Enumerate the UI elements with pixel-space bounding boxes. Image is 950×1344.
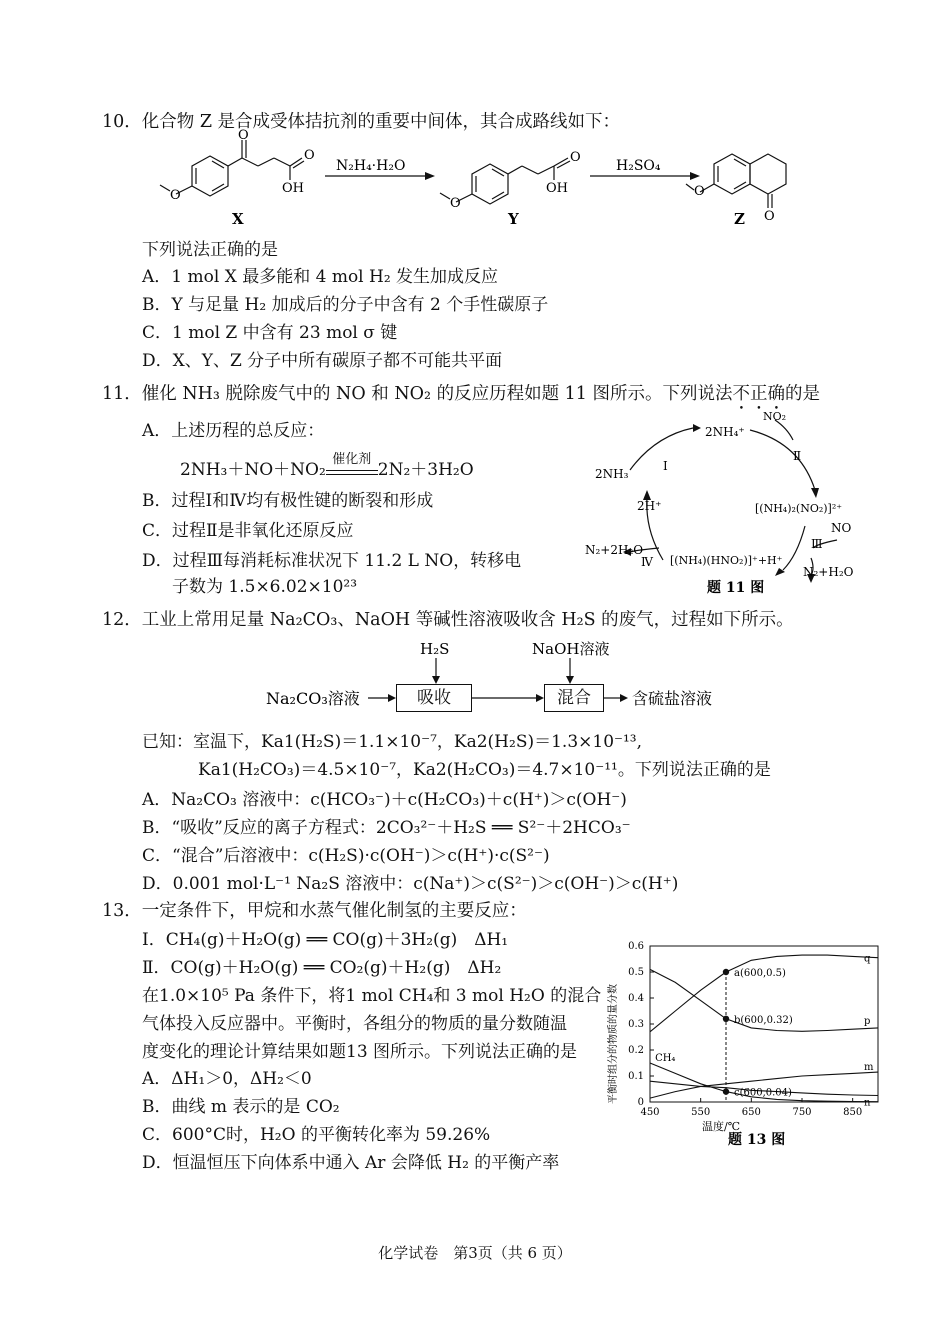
q10-option-b[interactable]: B．Y 与足量 H₂ 加成后的分子中含有 2 个手性碳原子 (142, 295, 549, 315)
q13-option-d[interactable]: D．恒温恒压下向体系中通入 Ar 会降低 H₂ 的平衡产率 (142, 1153, 560, 1173)
point-a (723, 969, 729, 975)
series-label-p: p (864, 1015, 871, 1027)
reagent-h2so4: H₂SO₄ (616, 158, 661, 174)
chart-xlabel: 温度/℃ (702, 1120, 741, 1133)
cycle-2nh4: 2NH₄⁺ (705, 425, 745, 439)
q11-option-d-cont: 子数为 1.5×6.02×10²³ (172, 577, 358, 597)
x-tick-label: 650 (741, 1107, 761, 1118)
q11-cycle-figure (575, 408, 875, 598)
q13-stem: 13．一定条件下，甲烷和水蒸气催化制氢的主要反应： (102, 901, 527, 921)
q12-option-a[interactable]: A．Na₂CO₃ 溶液中：c(HCO₃⁻)＋c(H₂CO₃)＋c(H⁺)＞c(OH⁻) (142, 790, 627, 810)
z-carbonyl-o: O (764, 209, 775, 224)
reagent-n2h4: N₂H₄·H₂O (336, 158, 406, 174)
x-ether-o: O (170, 188, 181, 203)
chart-ylabel: 平衡时组分的物质的量分数 (608, 984, 619, 1104)
x-tick-label: 550 (691, 1107, 711, 1118)
q13-chart (602, 936, 892, 1156)
q11-stem-emphasis: 不正确 (732, 384, 785, 404)
q12-option-d[interactable]: D．0.001 mol·L⁻¹ Na₂S 溶液中：c(Na⁺)＞c(S²⁻)＞c(OH⁻)＞c(H⁺) (142, 874, 679, 894)
q12-stem: 12．工业上常用足量 Na₂CO₃、NaOH 等碱性溶液吸收含 H₂S 的废气，过程如下所示。 (102, 610, 794, 630)
q11-caption: 题 11 图 (707, 580, 765, 596)
point-label-a: a(600,0.5) (734, 968, 786, 979)
eq-condition: 催化剂 (332, 452, 372, 467)
q13-option-c[interactable]: C．600°C时，H₂O 的平衡转化率为 59.26% (142, 1125, 491, 1145)
q12-known-1: 已知：室温下，Ka1(H₂S)＝1.1×10⁻⁷，Ka2(H₂S)＝1.3×10⁻¹³, (142, 732, 643, 752)
x-carbonyl-o: O (238, 128, 249, 143)
q10-option-a[interactable]: A．1 mol X 最多能和 4 mol H₂ 发生加成反应 (142, 267, 499, 287)
q11-option-a-head[interactable]: A．上述历程的总反应： (142, 421, 325, 441)
x-tick-label: 450 (640, 1107, 660, 1118)
q10-prompt: 下列说法正确的是 (142, 240, 278, 260)
q13-option-b[interactable]: B．曲线 m 表示的是 CO₂ (142, 1097, 340, 1117)
q10-option-c[interactable]: C．1 mol Z 中含有 23 mol σ 键 (142, 323, 398, 343)
point-b (723, 1016, 729, 1022)
eq-right: 2N₂＋3H₂O (377, 460, 474, 480)
q10-stem: 10．化合物 Z 是合成受体拮抗剂的重要中间体，其合成路线如下： (102, 112, 621, 132)
cycle-no: NO (831, 521, 852, 535)
series-label-n: n (864, 1097, 871, 1109)
x-tick-label: 850 (843, 1107, 863, 1118)
roman-4: Ⅳ (641, 555, 653, 569)
series-label-q: q (864, 953, 871, 965)
series-label-m: m (864, 1062, 874, 1074)
y-tick-label: 0 (637, 1097, 644, 1108)
y-tick-label: 0.2 (628, 1045, 644, 1056)
series-label-CH₄: CH₄ (655, 1053, 676, 1064)
label-z: Z (734, 210, 745, 228)
eq-left: 2NH₃＋NO＋NO₂ (180, 460, 326, 480)
flow-box-absorb: 吸收 (396, 684, 472, 712)
q11-option-d[interactable]: D．过程Ⅲ每消耗标准状况下 11.2 L NO，转移电 (142, 551, 522, 571)
cycle-n2-2h2o: N₂+2H₂O (585, 543, 644, 557)
cycle-n2h2o: N₂+H₂O (803, 565, 854, 579)
cycle-2nh3: 2NH₃ (595, 467, 629, 481)
z-ether-o: O (694, 184, 705, 199)
q12-option-b[interactable]: B．“吸收”反应的离子方程式：2CO₃²⁻＋H₂S ══ S²⁻＋2HCO₃⁻ (142, 818, 631, 838)
x-oh: OH (282, 181, 304, 196)
q10-scheme (150, 128, 850, 228)
q13-reaction-2: Ⅱ．CO(g)＋H₂O(g) ══ CO₂(g)＋H₂(g) ΔH₂ (142, 958, 502, 978)
q11-option-c[interactable]: C．过程Ⅱ是非氧化还原反应 (142, 521, 354, 541)
q12-option-c[interactable]: C．“混合”后溶液中：c(H₂S)·c(OH⁻)＞c(H⁺)·c(S²⁻) (142, 846, 550, 866)
q13-body-2: 气体投入反应器中。平衡时，各组分的物质的量分数随温 (142, 1014, 567, 1034)
q12-known-2: Ka1(H₂CO₃)＝4.5×10⁻⁷，Ka2(H₂CO₃)＝4.7×10⁻¹¹。下列说法正确的是 (198, 760, 771, 780)
point-c (723, 1088, 729, 1094)
q11-option-b[interactable]: B．过程Ⅰ和Ⅳ均有极性键的断裂和形成 (142, 491, 434, 511)
flow-input: Na₂CO₃溶液 (266, 689, 360, 708)
q11-overall-equation (180, 452, 474, 480)
q13-caption: 题 13 图 (728, 1132, 786, 1148)
q12-flow-diagram (260, 636, 740, 716)
label-x: X (232, 210, 244, 228)
q13-body-3: 度变化的理论计算结果如题13 图所示。下列说法正确的是 (142, 1042, 578, 1062)
q13-option-a[interactable]: A．ΔH₁＞0，ΔH₂＜0 (142, 1069, 312, 1089)
page-footer: 化学试卷 第3页（共 6 页） (378, 1244, 572, 1262)
y-ether-o: O (450, 196, 461, 211)
cycle-no2: NO₂ (763, 410, 787, 423)
x-tick-label: 750 (792, 1107, 812, 1118)
y-tick-label: 0.4 (628, 993, 644, 1004)
label-y: Y (508, 210, 519, 228)
y-oh: OH (546, 181, 568, 196)
cycle-2h: 2H⁺ (637, 499, 662, 513)
cycle-complex1: [(NH₄)₂(NO₂)]²⁺ (755, 502, 843, 515)
roman-2: Ⅱ (793, 449, 802, 463)
q11-stem-a: 11．催化 NH₃ 脱除废气中的 NO 和 NO₂ 的反应历程如题 11 图所示。下列说法 (102, 384, 733, 404)
q11-stem-b: 的是 (784, 384, 820, 404)
roman-1: Ⅰ (663, 459, 668, 473)
q10-option-d[interactable]: D．X、Y、Z 分子中所有碳原子都不可能共平面 (142, 351, 503, 371)
q13-reaction-1: Ⅰ．CH₄(g)＋H₂O(g) ══ CO(g)＋3H₂(g) ΔH₁ (142, 930, 509, 950)
q13-body-1: 在1.0×10⁵ Pa 条件下，将1 mol CH₄和 3 mol H₂O 的混合 (142, 986, 602, 1006)
y-tick-label: 0.5 (628, 967, 644, 978)
x-acid-o: O (304, 148, 315, 163)
point-label-b: b(600,0.32) (734, 1014, 793, 1026)
flow-naoh: NaOH溶液 (532, 640, 610, 658)
y-acid-o: O (570, 150, 581, 165)
y-tick-label: 0.1 (628, 1071, 644, 1082)
y-tick-label: 0.6 (628, 941, 644, 952)
roman-3: Ⅲ (811, 537, 823, 551)
cycle-complex2: [(NH₄)(HNO₂)]⁺+H⁺ (670, 554, 783, 567)
flow-output: 含硫盐溶液 (632, 689, 713, 708)
point-label-c: c(600,0.04) (734, 1087, 792, 1099)
y-tick-label: 0.3 (628, 1019, 644, 1030)
flow-h2s: H₂S (420, 640, 450, 658)
flow-box-mix: 混合 (544, 684, 604, 712)
